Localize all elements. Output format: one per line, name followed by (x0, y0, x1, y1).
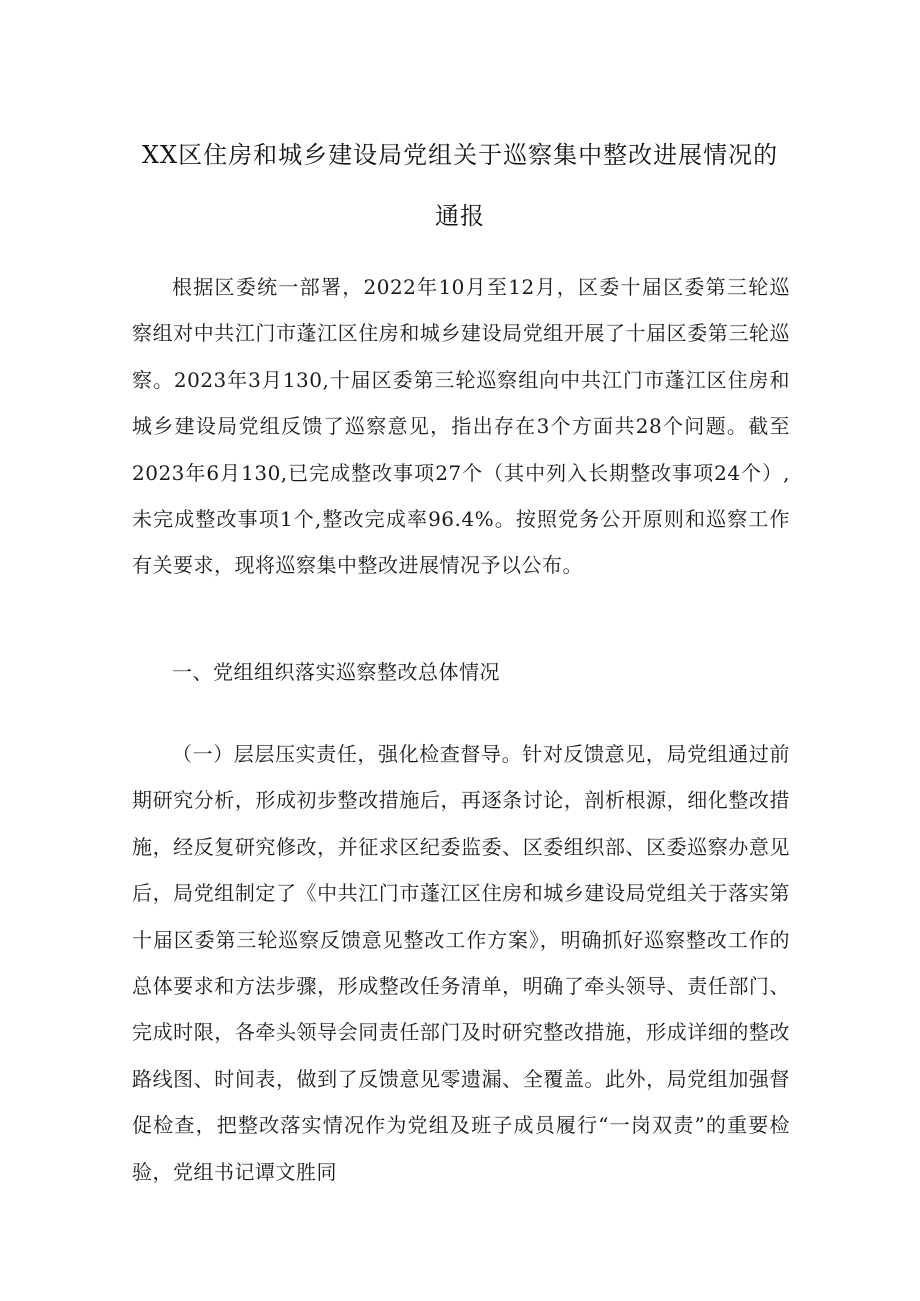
subsection-paragraph-1: （一）层层压实责任，强化检查督导。针对反馈意见，局党组通过前期研究分析，形成初步整改措施后，再逐条讨论，剖析根源，细化整改措施，经反复研究修改，并征求区纪委监委、区委组织部、区委巡察办意见后，局党组制定了《中共江门市蓬江区住房和城乡建设局党组关于落实第十届区委第三轮巡察反馈意见整改工作方案》，明确抓好巡察整改工作的总体要求和方法步骤，形成整改任务清单，明确了牵头领导、责任部门、完成时限，各牵头领导会同责任部门及时研究整改措施，形成详细的整改路线图、时间表，做到了反馈意见零遗漏、全覆盖。此外，局党组加强督促检查，把整改落实情况作为党组及班子成员履行“一岗双责”的重要检验，党组书记谭文胜同 (132, 742, 790, 1184)
section-heading-1: 一、党组组织落实巡察整改总体情况 (172, 660, 500, 684)
document-title-line-2: 通报 (435, 202, 485, 230)
document-title-line-1: XX区住房和城乡建设局党组关于巡察集中整改进展情况的 (141, 141, 779, 169)
intro-paragraph: 根据区委统一部署，2022年10月至12月，区委十届区委第三轮巡察组对中共江门市蓬江区住房和城乡建设局党组开展了十届区委第三轮巡察。2023年3月130,十届区委第三轮巡察组向中共江门市蓬江区住房和城乡建设局党组反馈了巡察意见，指出存在3个方面共28个问题。截至2023年6月130,已完成整改事项27个（其中列入长期整改事项24个）,未完成整改事项1个,整改完成率96.4%。按照党务公开原则和巡察工作有关要求，现将巡察集中整改进展情况予以公布。 (132, 275, 790, 578)
